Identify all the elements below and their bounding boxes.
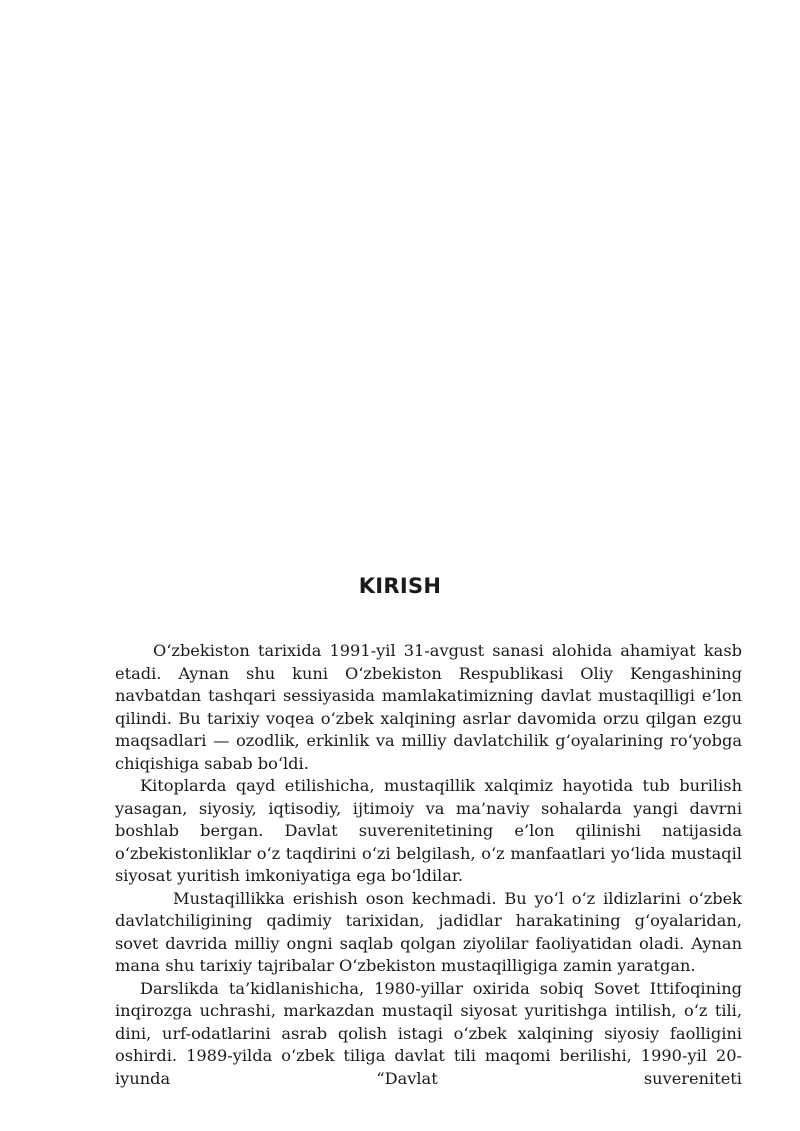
paragraph-2: Kitoplarda qayd etilishicha, mustaqillik xalqimiz hayotida tub burilish yasagan, siyosiy, iqtisodiy, ijtimoiy va ma’naviy sohalarda yangi davrni boshlab bergan. Davlat suverenitetining e’lon qilinishi natijasida o‘zbekistonliklar o‘z taqdirini o‘zi belgilash, o‘z manfaatlari yo‘lida mustaqil siyosat yuritish imkoniyatiga ega bo‘ldilar. bbox=[115, 776, 742, 885]
body-text bbox=[115, 640, 742, 1090]
page-title: KIRISH bbox=[358, 574, 442, 598]
paragraph-3: Mustaqillikka erishish oson kechmadi. Bu yo‘l o‘z ildizlarini o‘zbek davlatchiligining qadimiy tarixidan, jadidlar harakatining g‘oyalaridan, sovet davrida milliy ongni saqlab qolgan ziyolilar faoliyatidan oladi. Aynan mana shu tarixiy tajribalar O‘zbekiston mustaqilligiga zamin yaratgan. bbox=[115, 888, 742, 975]
paragraph-1: O‘zbekiston tarixida 1991-yil 31-avgust sanasi alohida ahamiyat kasb etadi. Aynan shu kuni O‘zbekiston Respublikasi Oliy Kengashining navbatdan tashqari sessiyasida mamlakatimizning davlat mustaqilligi e’lon qilindi. Bu tarixiy voqea o‘zbek xalqining asrlar davomida orzu qilgan ezgu maqsadlari — ozodlik, erkinlik va milliy davlatchilik g‘oyalarining ro‘yobga chiqishiga sabab bo‘ldi. bbox=[115, 641, 742, 773]
paragraph-4: Darslikda ta’kidlanishicha, 1980-yillar oxirida sobiq Sovet Ittifoqining inqirozga uchrashi, markazdan mustaqil siyosat yuritishga intilish, o‘z tili, dini, urf-odatlarini asrab qolish istagi o‘zbek xalqining siyosiy faolligini oshirdi. 1989-yilda o‘zbek tiliga davlat tili maqomi berilishi, 1990-yil 20-iyunda “Davlat suvereniteti bbox=[115, 978, 742, 1088]
